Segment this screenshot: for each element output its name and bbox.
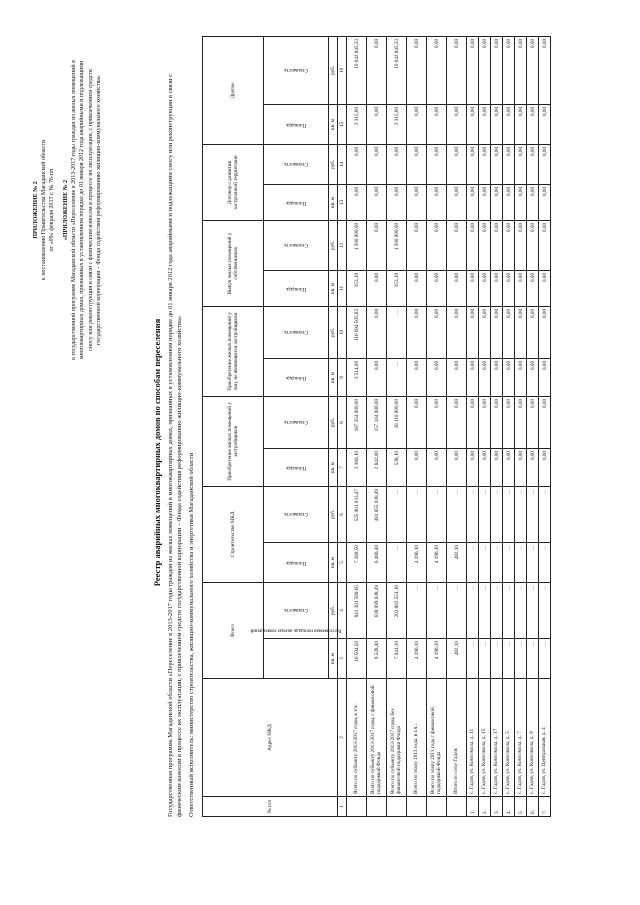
row-label: с. Гадля, ул. Комсомола, д. 5 (503, 679, 515, 797)
row-value: … (527, 486, 539, 542)
row-number (367, 797, 387, 817)
appendix-line-2: к постановлению Правительства Магаданской области (41, 139, 48, 281)
row-value: … (515, 582, 527, 638)
row-value: 3 514,00 (347, 358, 367, 396)
row-value: 0,00 (503, 104, 515, 144)
table-row (387, 36, 407, 816)
sub-area-header-text: Площадь (285, 121, 307, 128)
sub-area-header (264, 358, 329, 396)
row-value: 0,00 (515, 448, 527, 486)
row-value: 0,00 (367, 184, 387, 220)
row-value: 0,00 (527, 220, 539, 270)
row-value: 0,00 (503, 396, 515, 448)
row-value: … (467, 542, 479, 582)
row-label: Всего по субъекту 2013-2017 годы, в т.ч.: (347, 679, 367, 797)
row-value: 4 196,10 (427, 542, 447, 582)
sub-area-header-text: Площадь (285, 559, 307, 566)
row-value: … (479, 582, 491, 638)
row-value: 0,00 (515, 270, 527, 306)
sub-area-header (264, 184, 329, 220)
row-value: … (527, 542, 539, 582)
row-value: 4 196,10 (427, 639, 447, 679)
sub-cost-header-text: Стоимость (284, 161, 308, 168)
row-value: 0,00 (539, 144, 551, 184)
row-label: с. Гадля, ул. Комсомола, д. 9 (527, 679, 539, 797)
unit-rub: руб. (329, 486, 338, 542)
row-value: … (387, 542, 407, 582)
row-value: … (447, 486, 467, 542)
appendix-header (32, 60, 103, 360)
table-row (479, 36, 491, 816)
row-value: 0,00 (427, 36, 447, 104)
row-value: … (427, 486, 447, 542)
row-value: 841 381 589,65 (347, 582, 367, 638)
row-value: 638 999 038,49 (367, 582, 387, 638)
row-value: 0,00 (527, 306, 539, 358)
executor-line: Ответственный исполнитель: министерство строительства, жилищно-коммунального хозяйства и энергетики Магаданской области (188, 452, 195, 817)
row-value: 0,00 (479, 306, 491, 358)
row-value: 0,00 (479, 144, 491, 184)
row-value: 0,00 (427, 358, 447, 396)
row-value: 2 315,80 (387, 104, 407, 144)
program-intro: Государственная программа Магаданской области «Переселение в 2013-2017 годы граждан из жилых помещений в многоквартирных домах, признанных в установленном порядке до 01 января 2012 года аварийными и подлежащими сносу или реконструкции в связи с физическим износом в процессе их эксплуатации, с привлечением средств государственной корпорации – Фонда содействия реформированию жилищно-коммунального хозяйства» (167, 73, 184, 817)
row-value: 0,00 (515, 358, 527, 396)
sub-cost-header-text: Стоимость (284, 242, 308, 249)
row-value: 0,00 (491, 270, 503, 306)
unit-m2: кв. м (329, 358, 338, 396)
table-row (447, 36, 467, 816)
row-value: 0,00 (407, 104, 427, 144)
row-value: 0,00 (479, 184, 491, 220)
unit-m2: кв. м (329, 639, 338, 679)
row-value: 0,00 (387, 184, 407, 220)
row-value: 1 500 000,00 (347, 220, 367, 270)
row-value: … (427, 582, 447, 638)
row-value: … (387, 358, 407, 396)
row-value: 0,00 (491, 358, 503, 396)
row-value: … (503, 542, 515, 582)
row-value: 0,00 (447, 184, 467, 220)
row-value: 0,00 (427, 144, 447, 184)
row-value: 0,00 (539, 448, 551, 486)
row-value: 0,00 (427, 448, 447, 486)
row-value: 0,00 (367, 358, 387, 396)
row-value: 0,00 (527, 448, 539, 486)
row-value: 0,00 (447, 306, 467, 358)
column-number: 6 (338, 486, 347, 542)
row-number: 4. (503, 797, 515, 817)
column-number: 12 (338, 220, 347, 270)
sub-cost-header-text: Стоимость (284, 329, 308, 336)
row-value: 0,00 (515, 184, 527, 220)
row-value: … (447, 582, 467, 638)
row-value: … (503, 486, 515, 542)
row-value: 0,00 (503, 220, 515, 270)
row-value: 10 642 845,33 (387, 36, 407, 104)
row-value: 0,00 (367, 144, 387, 184)
row-value: 0,00 (515, 36, 527, 104)
row-value: 153,10 (347, 270, 367, 306)
row-value: 0,00 (479, 220, 491, 270)
row-value: 482,10 (447, 639, 467, 679)
row-value: 30 110 000,00 (387, 396, 407, 448)
sub-cost-header-text: Стоимость (284, 607, 308, 614)
row-value: 0,00 (407, 220, 427, 270)
row-value: 0,00 (407, 36, 427, 104)
row-number: 2. (479, 797, 491, 817)
table-row (503, 36, 515, 816)
table-row (515, 36, 527, 816)
row-value: 0,00 (447, 144, 467, 184)
row-value: … (539, 639, 551, 679)
table-row (367, 36, 387, 816)
row-value: 0,00 (503, 306, 515, 358)
row-value: … (491, 542, 503, 582)
row-value: 0,00 (539, 220, 551, 270)
row-label: Всего по субъекту 2013-2017 годы, с финансовой поддержкой Фонда (367, 679, 387, 797)
sub-cost-header-text: Стоимость (284, 511, 308, 518)
column-number: 7 (338, 448, 347, 486)
row-value: 0,00 (347, 184, 367, 220)
row-label: с. Гадля, ул. Комсомола, д. 7 (515, 679, 527, 797)
row-number (407, 797, 427, 817)
row-value: … (479, 486, 491, 542)
sub-cost-header (264, 306, 329, 358)
appendix2-body: к государственной программе Магаданской области «Переселение в 2013-2017 годы граждан из жилых помещений в многоквартирных домах, признанных в установленном порядке до 01 января 2012 года аварийными и подлежащими сносу или реконструкции в связи с физическим износом в процессе их эксплуатации, с привлечением средств государственной корпорации – Фонда содействия реформированию жилищно-коммунального хозяйства» (71, 60, 102, 360)
row-value: 0,00 (491, 36, 503, 104)
row-value: 0,00 (407, 358, 427, 396)
row-value: 0,00 (527, 36, 539, 104)
col-other-header: Другие (203, 36, 264, 144)
row-value: 0,00 (479, 396, 491, 448)
row-value: 0,00 (479, 448, 491, 486)
row-number: 3. (491, 797, 503, 817)
row-value: 0,00 (407, 448, 427, 486)
row-value: … (527, 639, 539, 679)
row-value: 0,00 (367, 306, 387, 358)
row-value: … (503, 582, 515, 638)
sub-area-header (264, 270, 329, 306)
row-value: 0,00 (479, 270, 491, 306)
row-value: … (539, 542, 551, 582)
row-value: 16 504,50 (347, 639, 367, 679)
table-row (427, 36, 447, 816)
row-label: с. Гадля, ул. Комсомола, д. 17 (491, 679, 503, 797)
column-number: 11 (338, 270, 347, 306)
row-value: 0,00 (515, 396, 527, 448)
row-value: … (515, 486, 527, 542)
row-value: … (539, 486, 551, 542)
row-value: 4 196,10 (407, 639, 427, 679)
row-value: 0,00 (479, 358, 491, 396)
unit-m2: кв. м (329, 448, 338, 486)
row-value: 0,00 (515, 144, 527, 184)
column-number: 10 (338, 306, 347, 358)
row-value: … (539, 582, 551, 638)
row-value: 0,00 (527, 358, 539, 396)
table-row (527, 36, 539, 816)
row-value: 7 369,50 (347, 542, 367, 582)
col-no-header: № п/п (203, 797, 338, 817)
row-value: … (387, 306, 407, 358)
row-value: 2 315,80 (347, 104, 367, 144)
row-value: 0,00 (407, 144, 427, 184)
row-value: 0,00 (467, 270, 479, 306)
row-value: 0,00 (467, 396, 479, 448)
row-value: 0,00 (447, 358, 467, 396)
row-label: с. Гадля, ул. Комсомола, д. 11 (467, 679, 479, 797)
row-value: 0,00 (539, 396, 551, 448)
row-value: 2 842,00 (367, 448, 387, 486)
col-dev-contract-header: Договор о развитии застроенной территории (203, 144, 264, 220)
row-value: 0,00 (467, 220, 479, 270)
row-number (387, 797, 407, 817)
row-value: … (491, 639, 503, 679)
row-label: Всего по этапу 2013 года с финансовой поддержкой Фонда (427, 679, 447, 797)
row-value: 0,00 (427, 306, 447, 358)
col-buy-other-header: Приобретение жилых помещений у лиц, не являющихся застройщиком (203, 306, 264, 396)
row-value: … (407, 582, 427, 638)
row-value: 0,00 (491, 220, 503, 270)
row-number (347, 797, 367, 817)
row-value: 1 500 000,00 (387, 220, 407, 270)
appendix-line-3: от «09» февраля 2017 г. № 76-пп (49, 168, 56, 252)
row-value: 4 196,10 (407, 542, 427, 582)
page-title: Реестр аварийных многоквартирных домов по способам переселения (152, 318, 162, 587)
row-value: 0,00 (467, 184, 479, 220)
row-value: 0,00 (503, 270, 515, 306)
row-value: 7 041,10 (387, 639, 407, 679)
row-value: 0,00 (467, 306, 479, 358)
col-build-header: Строительство МКД (203, 486, 264, 582)
table-row (491, 36, 503, 816)
row-value: 0,00 (467, 448, 479, 486)
row-value: 9 528,40 (367, 639, 387, 679)
column-number: 16 (338, 36, 347, 104)
appendix2-title: «ПРИЛОЖЕНИЕ № 2 (63, 179, 70, 241)
row-value: 0,00 (479, 36, 491, 104)
row-value: 0,00 (491, 396, 503, 448)
row-value: … (467, 582, 479, 638)
row-value: 0,00 (503, 184, 515, 220)
row-number (447, 797, 467, 817)
row-value: 0,00 (367, 104, 387, 144)
row-value: 0,00 (427, 220, 447, 270)
row-value: … (491, 582, 503, 638)
row-number: 7. (539, 797, 551, 817)
row-value: 0,00 (407, 270, 427, 306)
row-value: 0,00 (491, 144, 503, 184)
row-value: 0,00 (427, 104, 447, 144)
row-value: 481 855 038,49 (367, 486, 387, 542)
row-value: 0,00 (539, 358, 551, 396)
row-value: 0,00 (539, 104, 551, 144)
sub-cost-header (264, 220, 329, 270)
column-number: 5 (338, 542, 347, 582)
column-number: 13 (338, 184, 347, 220)
row-value: 0,00 (515, 104, 527, 144)
sub-cost-header-text: Стоимость (284, 67, 308, 74)
sub-area-header-text: Расселяемая площадь жилых помещений (250, 627, 342, 634)
unit-m2: кв. м (329, 270, 338, 306)
unit-rub: руб. (329, 306, 338, 358)
row-value: 0,00 (503, 448, 515, 486)
row-value: 0,00 (527, 396, 539, 448)
row-label: Итого по селу Гадля: (447, 679, 467, 797)
row-value: 0,00 (407, 184, 427, 220)
col-buy-dev-header: Приобретение жилых помещений у застройщиков (203, 396, 264, 486)
table-row (539, 36, 551, 816)
row-value: 0,00 (447, 448, 467, 486)
sub-cost-header (264, 486, 329, 542)
row-value: 538,10 (387, 448, 407, 486)
row-value: 0,00 (491, 104, 503, 144)
row-value: 0,00 (503, 144, 515, 184)
sub-cost-header (264, 144, 329, 184)
row-number: 6. (527, 797, 539, 817)
column-number: 15 (338, 104, 347, 144)
row-value: 0,00 (515, 306, 527, 358)
row-value: 0,00 (527, 184, 539, 220)
row-value: 0,00 (467, 104, 479, 144)
column-number: 4 (338, 582, 347, 638)
row-value: 0,00 (491, 184, 503, 220)
table-row (347, 36, 367, 816)
row-value: 0,00 (427, 270, 447, 306)
sub-area-header-text: Площадь (285, 285, 307, 292)
column-number: 9 (338, 358, 347, 396)
row-value: 0,00 (367, 220, 387, 270)
sub-cost-header (264, 36, 329, 104)
unit-rub: руб. (329, 396, 338, 448)
row-value: 0,00 (527, 104, 539, 144)
row-value: 0,00 (491, 306, 503, 358)
row-value: 482,10 (447, 542, 467, 582)
row-value: … (515, 639, 527, 679)
unit-rub: руб. (329, 144, 338, 184)
row-value: 0,00 (539, 184, 551, 220)
row-value: 0,00 (427, 396, 447, 448)
unit-m2: кв. м (329, 104, 338, 144)
registry-table (202, 36, 551, 817)
row-value: 0,00 (503, 358, 515, 396)
row-value: 0,00 (447, 104, 467, 144)
row-label: Всего по этапу 2013 года, в т.ч.: (407, 679, 427, 797)
unit-m2: кв. м (329, 542, 338, 582)
row-value: 157 144 000,00 (367, 396, 387, 448)
row-value: 0,00 (491, 448, 503, 486)
col-total-header: Всего (203, 582, 264, 678)
column-number: 1 (338, 797, 347, 817)
row-label: с. Гадля, ул. Центральная, д. 4 (539, 679, 551, 797)
row-value: 0,00 (447, 36, 467, 104)
row-label: Всего по субъекту 2013-2017 годы, без финансовой поддержки Фонда (387, 679, 407, 797)
row-value: 0,00 (503, 36, 515, 104)
row-number: 5. (515, 797, 527, 817)
sub-area-header-text: Площадь (285, 464, 307, 471)
sub-area-header-text: Площадь (285, 199, 307, 206)
unit-rub: руб. (329, 220, 338, 270)
row-value: … (503, 639, 515, 679)
sub-area-header (264, 448, 329, 486)
row-value: 0,00 (447, 396, 467, 448)
appendix-title: ПРИЛОЖЕНИЕ № 2 (33, 181, 39, 239)
sub-cost-header (264, 396, 329, 448)
row-value: … (467, 486, 479, 542)
sub-cost-header-text: Стоимость (284, 419, 308, 426)
row-value: 116 694 505,83 (347, 306, 367, 358)
row-value: 0,00 (387, 144, 407, 184)
column-number: 3 (338, 639, 347, 679)
row-value: 3 380,10 (347, 448, 367, 486)
row-value: 0,00 (407, 396, 427, 448)
row-value: 0,00 (539, 306, 551, 358)
row-value: 202 882 551,16 (387, 582, 407, 638)
row-value: 0,00 (427, 184, 447, 220)
row-value: 153,10 (387, 270, 407, 306)
row-value: 0,00 (407, 306, 427, 358)
row-value: 0,00 (447, 220, 467, 270)
row-value: 525 061 033,47 (347, 486, 367, 542)
row-value: 0,00 (479, 104, 491, 144)
row-value: 0,00 (539, 270, 551, 306)
row-value: … (527, 582, 539, 638)
col-redeem-header: Выкуп жилых помещений у собственников (203, 220, 264, 306)
row-value: 0,00 (539, 36, 551, 104)
row-value: 0,00 (467, 144, 479, 184)
table-row (467, 36, 479, 816)
row-value: 0,00 (527, 144, 539, 184)
row-value: … (479, 639, 491, 679)
row-value: 6 486,40 (367, 542, 387, 582)
row-value: 0,00 (467, 358, 479, 396)
row-value: 0,00 (515, 220, 527, 270)
row-label: с. Гадля, ул. Комсомола, д. 15 (479, 679, 491, 797)
row-value: … (407, 486, 427, 542)
unit-rub: руб. (329, 36, 338, 104)
row-value: … (479, 542, 491, 582)
col-address-header: Адрес МКД (203, 679, 338, 797)
sub-area-header (264, 104, 329, 144)
unit-m2: кв. м (329, 184, 338, 220)
row-value: … (491, 486, 503, 542)
row-value: 0,00 (347, 144, 367, 184)
row-value: 0,00 (367, 36, 387, 104)
row-value: 0,00 (367, 270, 387, 306)
row-value: … (387, 486, 407, 542)
row-value: 0,00 (467, 36, 479, 104)
column-number: 8 (338, 396, 347, 448)
table-row (407, 36, 427, 816)
row-value: 10 642 845,33 (347, 36, 367, 104)
sub-area-header (264, 542, 329, 582)
sub-area-header-text: Площадь (285, 374, 307, 381)
row-value: 0,00 (527, 270, 539, 306)
row-value: 187 354 000,00 (347, 396, 367, 448)
row-value: … (515, 542, 527, 582)
column-number: 2 (338, 679, 347, 797)
row-value: 0,00 (447, 270, 467, 306)
row-number: 1. (467, 797, 479, 817)
unit-rub: руб. (329, 582, 338, 638)
column-number: 14 (338, 144, 347, 184)
row-number (427, 797, 447, 817)
row-value: … (467, 639, 479, 679)
